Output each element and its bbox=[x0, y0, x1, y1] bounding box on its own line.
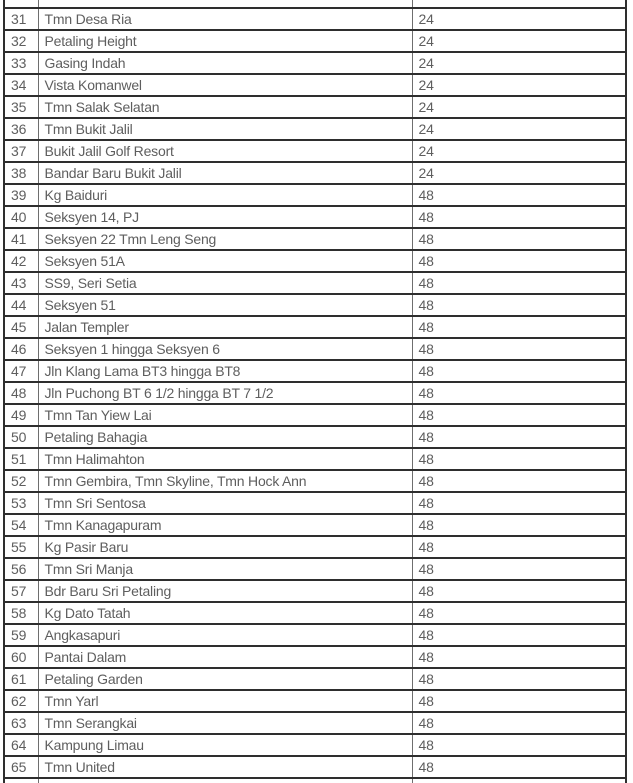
table-row-partial-top bbox=[4, 0, 626, 8]
row-number-cell: 61 bbox=[4, 668, 38, 690]
value-cell: 24 bbox=[412, 140, 626, 162]
value-cell: 48 bbox=[412, 404, 626, 426]
table-row bbox=[4, 294, 626, 316]
area-name-cell: Jln Puchong BT 6 1/2 hingga BT 7 1/2 bbox=[38, 382, 412, 404]
table-row bbox=[4, 404, 626, 426]
value-cell: 24 bbox=[412, 162, 626, 184]
area-name-cell: Petaling Height bbox=[38, 30, 412, 52]
value-cell: 48 bbox=[412, 712, 626, 734]
row-number-cell bbox=[4, 778, 38, 783]
value-cell: 48 bbox=[412, 558, 626, 580]
table-row bbox=[4, 140, 626, 162]
area-name-cell: Kg Pasir Baru bbox=[38, 536, 412, 558]
table-body bbox=[4, 8, 626, 778]
table-row bbox=[4, 8, 626, 30]
table-row bbox=[4, 74, 626, 96]
table-row bbox=[4, 602, 626, 624]
value-cell: 48 bbox=[412, 492, 626, 514]
area-schedule-table bbox=[3, 0, 627, 783]
area-name-cell: Bukit Jalil Golf Resort bbox=[38, 140, 412, 162]
row-number-cell: 41 bbox=[4, 228, 38, 250]
row-number-cell: 31 bbox=[4, 8, 38, 30]
area-name-cell: Bandar Baru Bukit Jalil bbox=[38, 162, 412, 184]
row-number-cell: 54 bbox=[4, 514, 38, 536]
row-number-cell: 57 bbox=[4, 580, 38, 602]
table-row bbox=[4, 162, 626, 184]
row-number-cell: 44 bbox=[4, 294, 38, 316]
row-number-cell: 65 bbox=[4, 756, 38, 778]
value-cell: 48 bbox=[412, 602, 626, 624]
table-row bbox=[4, 206, 626, 228]
table-row bbox=[4, 118, 626, 140]
value-cell: 24 bbox=[412, 52, 626, 74]
table-row bbox=[4, 382, 626, 404]
value-cell: 48 bbox=[412, 184, 626, 206]
table-row bbox=[4, 316, 626, 338]
row-number-cell: 34 bbox=[4, 74, 38, 96]
table-row-partial-bottom bbox=[4, 778, 626, 783]
row-number-cell: 32 bbox=[4, 30, 38, 52]
area-name-cell: Angkasapuri bbox=[38, 624, 412, 646]
value-cell: 48 bbox=[412, 360, 626, 382]
row-number-cell: 43 bbox=[4, 272, 38, 294]
table-row bbox=[4, 712, 626, 734]
row-number-cell: 38 bbox=[4, 162, 38, 184]
table-row bbox=[4, 448, 626, 470]
area-name-cell: Petaling Bahagia bbox=[38, 426, 412, 448]
row-number-cell: 58 bbox=[4, 602, 38, 624]
area-name-cell: Vista Komanwel bbox=[38, 74, 412, 96]
row-number-cell: 33 bbox=[4, 52, 38, 74]
area-name-cell: Tmn Tan Yiew Lai bbox=[38, 404, 412, 426]
value-cell: 24 bbox=[412, 96, 626, 118]
value-cell bbox=[412, 0, 626, 8]
area-name-cell: Seksyen 51 bbox=[38, 294, 412, 316]
area-name-cell: Petaling Garden bbox=[38, 668, 412, 690]
value-cell: 48 bbox=[412, 316, 626, 338]
table-row bbox=[4, 250, 626, 272]
area-name-cell: Seksyen 51A bbox=[38, 250, 412, 272]
table-row bbox=[4, 756, 626, 778]
value-cell: 24 bbox=[412, 74, 626, 96]
row-number-cell: 49 bbox=[4, 404, 38, 426]
area-name-cell: Seksyen 1 hingga Seksyen 6 bbox=[38, 338, 412, 360]
row-number-cell: 46 bbox=[4, 338, 38, 360]
table-row bbox=[4, 426, 626, 448]
area-name-cell: Gasing Indah bbox=[38, 52, 412, 74]
area-name-cell: Tmn Bukit Jalil bbox=[38, 118, 412, 140]
row-number-cell: 50 bbox=[4, 426, 38, 448]
area-name-cell: Jln Klang Lama BT3 hingga BT8 bbox=[38, 360, 412, 382]
value-cell: 48 bbox=[412, 272, 626, 294]
area-name-cell: Kampung Limau bbox=[38, 734, 412, 756]
value-cell: 48 bbox=[412, 536, 626, 558]
table-row bbox=[4, 360, 626, 382]
value-cell: 48 bbox=[412, 668, 626, 690]
value-cell: 48 bbox=[412, 382, 626, 404]
area-name-cell: Tmn Gembira, Tmn Skyline, Tmn Hock Ann bbox=[38, 470, 412, 492]
row-number-cell: 63 bbox=[4, 712, 38, 734]
table-row bbox=[4, 228, 626, 250]
row-number-cell: 62 bbox=[4, 690, 38, 712]
row-number-cell: 51 bbox=[4, 448, 38, 470]
value-cell: 48 bbox=[412, 250, 626, 272]
area-name-cell: Jalan Templer bbox=[38, 316, 412, 338]
table-row bbox=[4, 470, 626, 492]
table-row bbox=[4, 272, 626, 294]
row-number-cell: 36 bbox=[4, 118, 38, 140]
area-name-cell: SS9, Seri Setia bbox=[38, 272, 412, 294]
table-row bbox=[4, 52, 626, 74]
area-name-cell: Tmn Serangkai bbox=[38, 712, 412, 734]
area-name-cell: Tmn United bbox=[38, 756, 412, 778]
table-row bbox=[4, 30, 626, 52]
table-row bbox=[4, 558, 626, 580]
area-name-cell: Kg Baiduri bbox=[38, 184, 412, 206]
value-cell: 48 bbox=[412, 338, 626, 360]
value-cell bbox=[412, 778, 626, 783]
table-row bbox=[4, 668, 626, 690]
area-name-cell: Seksyen 14, PJ bbox=[38, 206, 412, 228]
area-name-cell: Tmn Sri Sentosa bbox=[38, 492, 412, 514]
area-name-cell: Tmn Desa Ria bbox=[38, 8, 412, 30]
row-number-cell: 52 bbox=[4, 470, 38, 492]
value-cell: 48 bbox=[412, 580, 626, 602]
table-row bbox=[4, 96, 626, 118]
value-cell: 48 bbox=[412, 294, 626, 316]
value-cell: 48 bbox=[412, 514, 626, 536]
row-number-cell: 42 bbox=[4, 250, 38, 272]
value-cell: 24 bbox=[412, 30, 626, 52]
area-name-cell: Tmn Kanagapuram bbox=[38, 514, 412, 536]
table-row bbox=[4, 338, 626, 360]
area-name-cell: Seksyen 22 Tmn Leng Seng bbox=[38, 228, 412, 250]
row-number-cell: 60 bbox=[4, 646, 38, 668]
row-number-cell: 45 bbox=[4, 316, 38, 338]
row-number-cell: 39 bbox=[4, 184, 38, 206]
table-row bbox=[4, 492, 626, 514]
table-row bbox=[4, 184, 626, 206]
value-cell: 48 bbox=[412, 206, 626, 228]
table-row bbox=[4, 646, 626, 668]
table-row bbox=[4, 624, 626, 646]
row-number-cell: 64 bbox=[4, 734, 38, 756]
table-row bbox=[4, 734, 626, 756]
area-name-cell: Kg Dato Tatah bbox=[38, 602, 412, 624]
row-number-cell: 48 bbox=[4, 382, 38, 404]
row-number-cell: 59 bbox=[4, 624, 38, 646]
area-name-cell: Tmn Halimahton bbox=[38, 448, 412, 470]
value-cell: 48 bbox=[412, 734, 626, 756]
row-number-cell: 53 bbox=[4, 492, 38, 514]
value-cell: 48 bbox=[412, 624, 626, 646]
table-row bbox=[4, 514, 626, 536]
table-row bbox=[4, 536, 626, 558]
value-cell: 48 bbox=[412, 228, 626, 250]
row-number-cell: 56 bbox=[4, 558, 38, 580]
area-name-cell bbox=[38, 778, 412, 783]
table-row bbox=[4, 580, 626, 602]
row-number-cell: 55 bbox=[4, 536, 38, 558]
value-cell: 48 bbox=[412, 690, 626, 712]
value-cell: 48 bbox=[412, 448, 626, 470]
area-name-cell bbox=[38, 0, 412, 8]
value-cell: 24 bbox=[412, 8, 626, 30]
value-cell: 48 bbox=[412, 470, 626, 492]
row-number-cell: 37 bbox=[4, 140, 38, 162]
area-name-cell: Tmn Salak Selatan bbox=[38, 96, 412, 118]
area-name-cell: Tmn Yarl bbox=[38, 690, 412, 712]
row-number-cell bbox=[4, 0, 38, 8]
row-number-cell: 35 bbox=[4, 96, 38, 118]
value-cell: 24 bbox=[412, 118, 626, 140]
row-number-cell: 40 bbox=[4, 206, 38, 228]
table-row bbox=[4, 690, 626, 712]
row-number-cell: 47 bbox=[4, 360, 38, 382]
area-name-cell: Bdr Baru Sri Petaling bbox=[38, 580, 412, 602]
value-cell: 48 bbox=[412, 646, 626, 668]
area-name-cell: Tmn Sri Manja bbox=[38, 558, 412, 580]
value-cell: 48 bbox=[412, 756, 626, 778]
value-cell: 48 bbox=[412, 426, 626, 448]
area-name-cell: Pantai Dalam bbox=[38, 646, 412, 668]
